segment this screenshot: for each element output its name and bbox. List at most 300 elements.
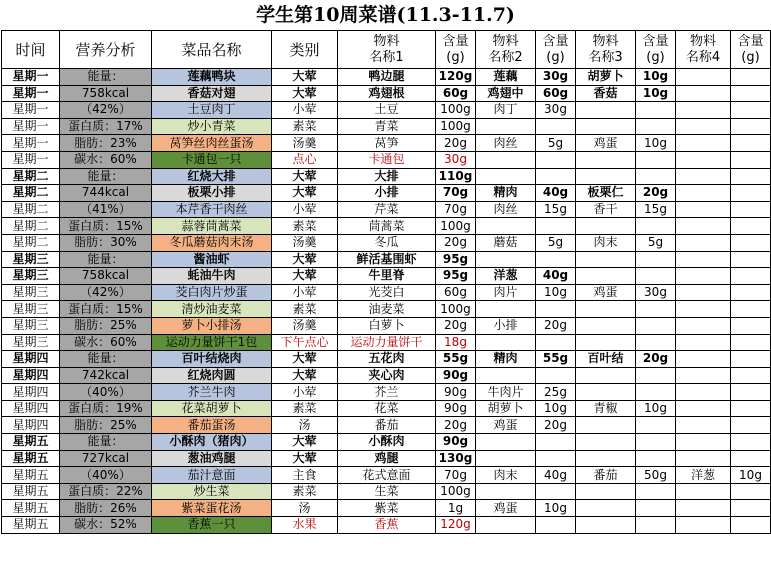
amount-2-cell xyxy=(536,450,576,467)
table-row xyxy=(2,284,771,301)
material-4-cell xyxy=(676,151,731,168)
day-cell: 星期五 xyxy=(2,467,60,484)
day-cell: 星期一 xyxy=(2,135,60,152)
material-3-cell xyxy=(576,317,636,334)
dish-name-cell: 红烧大排 xyxy=(152,168,272,185)
material-3-cell xyxy=(576,517,636,534)
header-material-3: 物料 名称3 xyxy=(576,31,636,69)
menu-table-body xyxy=(2,31,771,534)
material-3-cell xyxy=(576,417,636,434)
amount-3-cell xyxy=(636,317,676,334)
material-1-cell: 冬瓜 xyxy=(338,234,436,251)
amount-1-cell: 60g xyxy=(436,284,476,301)
table-row xyxy=(2,467,771,484)
material-1-cell: 香蕉 xyxy=(338,517,436,534)
amount-2-cell xyxy=(536,301,576,318)
table-row xyxy=(2,151,771,168)
amount-2-cell: 30g xyxy=(536,69,576,86)
material-4-cell xyxy=(676,384,731,401)
material-3-cell xyxy=(576,118,636,135)
amount-2-cell xyxy=(536,434,576,451)
material-4-cell xyxy=(676,135,731,152)
amount-1-cell: 20g xyxy=(436,317,476,334)
day-cell: 星期四 xyxy=(2,367,60,384)
material-2-cell: 小排 xyxy=(476,317,536,334)
material-1-cell: 花式意面 xyxy=(338,467,436,484)
category-cell: 大荤 xyxy=(272,367,338,384)
category-cell: 小荤 xyxy=(272,102,338,119)
category-cell: 下午点心 xyxy=(272,334,338,351)
dish-name-cell: 百叶结烧肉 xyxy=(152,351,272,368)
material-1-cell: 青菜 xyxy=(338,118,436,135)
day-cell: 星期五 xyxy=(2,450,60,467)
material-2-cell: 莲藕 xyxy=(476,69,536,86)
category-cell: 大荤 xyxy=(272,450,338,467)
amount-3-cell: 5g xyxy=(636,234,676,251)
amount-2-cell xyxy=(536,483,576,500)
dish-name-cell: 本芹香干肉丝 xyxy=(152,201,272,218)
amount-3-cell: 30g xyxy=(636,284,676,301)
page-title: 学生第10周菜谱(11.3-11.7) xyxy=(256,4,515,26)
material-3-cell xyxy=(576,251,636,268)
material-4-cell xyxy=(676,500,731,517)
nutrition-cell: 蛋白质：15% xyxy=(60,301,152,318)
amount-2-cell: 10g xyxy=(536,400,576,417)
table-row xyxy=(2,234,771,251)
amount-1-cell: 100g xyxy=(436,301,476,318)
day-cell: 星期二 xyxy=(2,234,60,251)
table-row xyxy=(2,417,771,434)
day-cell: 星期三 xyxy=(2,301,60,318)
dish-name-cell: 运动力量饼干1包 xyxy=(152,334,272,351)
table-row xyxy=(2,135,771,152)
nutrition-cell: 能量： xyxy=(60,168,152,185)
material-2-cell xyxy=(476,301,536,318)
table-row xyxy=(2,334,771,351)
amount-1-cell: 130g xyxy=(436,450,476,467)
amount-3-cell xyxy=(636,384,676,401)
amount-1-cell: 100g xyxy=(436,102,476,119)
material-3-cell xyxy=(576,151,636,168)
amount-2-cell xyxy=(536,517,576,534)
material-3-cell: 香干 xyxy=(576,201,636,218)
table-row xyxy=(2,168,771,185)
amount-1-cell: 30g xyxy=(436,151,476,168)
amount-3-cell xyxy=(636,367,676,384)
material-2-cell: 鸡蛋 xyxy=(476,500,536,517)
table-row xyxy=(2,483,771,500)
amount-1-cell: 20g xyxy=(436,135,476,152)
nutrition-cell: 能量： xyxy=(60,69,152,86)
material-1-cell: 生菜 xyxy=(338,483,436,500)
table-row xyxy=(2,69,771,86)
amount-1-cell: 100g xyxy=(436,218,476,235)
material-2-cell: 蘑菇 xyxy=(476,234,536,251)
nutrition-cell: 蛋白质：22% xyxy=(60,483,152,500)
amount-1-cell: 1g xyxy=(436,500,476,517)
table-row xyxy=(2,367,771,384)
amount-4-cell xyxy=(731,500,771,517)
category-cell: 大荤 xyxy=(272,69,338,86)
day-cell: 星期四 xyxy=(2,351,60,368)
header-amount-1: 含量 (g) xyxy=(436,31,476,69)
material-1-cell: 芹菜 xyxy=(338,201,436,218)
day-cell: 星期二 xyxy=(2,168,60,185)
material-4-cell xyxy=(676,317,731,334)
material-2-cell: 胡萝卜 xyxy=(476,400,536,417)
nutrition-cell: 碳水：52% xyxy=(60,517,152,534)
amount-4-cell xyxy=(731,434,771,451)
material-2-cell: 精肉 xyxy=(476,351,536,368)
amount-2-cell xyxy=(536,367,576,384)
amount-2-cell: 15g xyxy=(536,201,576,218)
nutrition-cell: 能量： xyxy=(60,434,152,451)
amount-1-cell: 20g xyxy=(436,417,476,434)
material-3-cell: 板栗仁 xyxy=(576,185,636,202)
material-1-cell: 番茄 xyxy=(338,417,436,434)
day-cell: 星期一 xyxy=(2,102,60,119)
material-4-cell: 洋葱 xyxy=(676,467,731,484)
category-cell: 小荤 xyxy=(272,284,338,301)
amount-4-cell xyxy=(731,400,771,417)
day-cell: 星期二 xyxy=(2,218,60,235)
material-4-cell xyxy=(676,517,731,534)
material-4-cell xyxy=(676,118,731,135)
amount-3-cell xyxy=(636,118,676,135)
material-3-cell xyxy=(576,268,636,285)
amount-3-cell xyxy=(636,483,676,500)
material-2-cell: 鸡蛋 xyxy=(476,417,536,434)
category-cell: 大荤 xyxy=(272,251,338,268)
amount-4-cell xyxy=(731,268,771,285)
header-material-4: 物料 名称4 xyxy=(676,31,731,69)
dish-name-cell: 土豆肉丁 xyxy=(152,102,272,119)
day-cell: 星期三 xyxy=(2,334,60,351)
material-1-cell: 牛里脊 xyxy=(338,268,436,285)
amount-1-cell: 18g xyxy=(436,334,476,351)
amount-2-cell xyxy=(536,218,576,235)
day-cell: 星期五 xyxy=(2,434,60,451)
material-1-cell: 土豆 xyxy=(338,102,436,119)
amount-4-cell xyxy=(731,367,771,384)
table-row xyxy=(2,517,771,534)
amount-2-cell: 55g xyxy=(536,351,576,368)
material-1-cell: 大排 xyxy=(338,168,436,185)
material-3-cell: 鸡蛋 xyxy=(576,135,636,152)
amount-2-cell: 5g xyxy=(536,234,576,251)
nutrition-cell: 能量： xyxy=(60,251,152,268)
material-1-cell: 白萝卜 xyxy=(338,317,436,334)
nutrition-cell: 727kcal xyxy=(60,450,152,467)
material-2-cell: 精肉 xyxy=(476,185,536,202)
amount-4-cell xyxy=(731,483,771,500)
category-cell: 素菜 xyxy=(272,301,338,318)
category-cell: 大荤 xyxy=(272,185,338,202)
material-4-cell xyxy=(676,234,731,251)
dish-name-cell: 冬瓜蘑菇肉末汤 xyxy=(152,234,272,251)
nutrition-cell: （42%） xyxy=(60,284,152,301)
material-3-cell xyxy=(576,483,636,500)
amount-2-cell: 40g xyxy=(536,185,576,202)
material-2-cell: 鸡翅中 xyxy=(476,85,536,102)
dish-name-cell: 蒜蓉茼蒿菜 xyxy=(152,218,272,235)
amount-1-cell: 95g xyxy=(436,251,476,268)
amount-4-cell xyxy=(731,351,771,368)
amount-4-cell xyxy=(731,118,771,135)
material-2-cell: 肉丁 xyxy=(476,102,536,119)
material-3-cell: 番茄 xyxy=(576,467,636,484)
material-2-cell xyxy=(476,450,536,467)
amount-4-cell xyxy=(731,334,771,351)
dish-name-cell: 板栗小排 xyxy=(152,185,272,202)
day-cell: 星期三 xyxy=(2,251,60,268)
header-material-2: 物料 名称2 xyxy=(476,31,536,69)
amount-4-cell xyxy=(731,234,771,251)
table-row xyxy=(2,218,771,235)
material-3-cell xyxy=(576,334,636,351)
material-1-cell: 莴笋 xyxy=(338,135,436,152)
material-4-cell xyxy=(676,85,731,102)
material-4-cell xyxy=(676,301,731,318)
amount-1-cell: 20g xyxy=(436,234,476,251)
dish-name-cell: 芥兰牛肉 xyxy=(152,384,272,401)
amount-4-cell xyxy=(731,218,771,235)
dish-name-cell: 花菜胡萝卜 xyxy=(152,400,272,417)
amount-2-cell xyxy=(536,151,576,168)
nutrition-cell: 758kcal xyxy=(60,85,152,102)
nutrition-cell: （40%） xyxy=(60,467,152,484)
dish-name-cell: 萝卜小排汤 xyxy=(152,317,272,334)
material-4-cell xyxy=(676,102,731,119)
amount-3-cell xyxy=(636,268,676,285)
amount-3-cell: 20g xyxy=(636,185,676,202)
material-1-cell: 鸡翅根 xyxy=(338,85,436,102)
day-cell: 星期三 xyxy=(2,284,60,301)
material-3-cell: 香菇 xyxy=(576,85,636,102)
category-cell: 素菜 xyxy=(272,400,338,417)
amount-2-cell: 10g xyxy=(536,500,576,517)
amount-1-cell: 95g xyxy=(436,268,476,285)
dish-name-cell: 酱油虾 xyxy=(152,251,272,268)
dish-name-cell: 炒小青菜 xyxy=(152,118,272,135)
category-cell: 水果 xyxy=(272,517,338,534)
material-1-cell: 鲜活基围虾 xyxy=(338,251,436,268)
amount-2-cell: 20g xyxy=(536,417,576,434)
day-cell: 星期三 xyxy=(2,317,60,334)
material-2-cell xyxy=(476,151,536,168)
amount-2-cell xyxy=(536,334,576,351)
category-cell: 素菜 xyxy=(272,118,338,135)
material-1-cell: 五花肉 xyxy=(338,351,436,368)
material-3-cell: 鸡蛋 xyxy=(576,284,636,301)
dish-name-cell: 莲藕鸭块 xyxy=(152,69,272,86)
dish-name-cell: 小酥肉（猪肉） xyxy=(152,434,272,451)
dish-name-cell: 香菇对翅 xyxy=(152,85,272,102)
nutrition-cell: 脂肪：26% xyxy=(60,500,152,517)
amount-3-cell: 10g xyxy=(636,69,676,86)
material-2-cell xyxy=(476,168,536,185)
material-3-cell xyxy=(576,218,636,235)
material-2-cell xyxy=(476,118,536,135)
table-row xyxy=(2,351,771,368)
dish-name-cell: 茄汁意面 xyxy=(152,467,272,484)
amount-2-cell xyxy=(536,118,576,135)
nutrition-cell: （40%） xyxy=(60,384,152,401)
day-cell: 星期一 xyxy=(2,85,60,102)
category-cell: 小荤 xyxy=(272,384,338,401)
category-cell: 素菜 xyxy=(272,218,338,235)
material-4-cell xyxy=(676,268,731,285)
dish-name-cell: 茭白肉片炒蛋 xyxy=(152,284,272,301)
material-2-cell xyxy=(476,218,536,235)
table-header-row xyxy=(2,31,771,69)
material-3-cell: 青椒 xyxy=(576,400,636,417)
dish-name-cell: 卡通包一只 xyxy=(152,151,272,168)
day-cell: 星期二 xyxy=(2,201,60,218)
amount-1-cell: 100g xyxy=(436,118,476,135)
material-4-cell xyxy=(676,400,731,417)
amount-2-cell: 40g xyxy=(536,467,576,484)
amount-1-cell: 100g xyxy=(436,483,476,500)
day-cell: 星期四 xyxy=(2,417,60,434)
nutrition-cell: 脂肪：25% xyxy=(60,417,152,434)
header-amount-2: 含量 (g) xyxy=(536,31,576,69)
amount-1-cell: 110g xyxy=(436,168,476,185)
amount-2-cell xyxy=(536,251,576,268)
amount-4-cell xyxy=(731,450,771,467)
day-cell: 星期三 xyxy=(2,268,60,285)
amount-2-cell: 30g xyxy=(536,102,576,119)
table-row xyxy=(2,118,771,135)
day-cell: 星期一 xyxy=(2,118,60,135)
amount-3-cell: 15g xyxy=(636,201,676,218)
material-1-cell: 紫菜 xyxy=(338,500,436,517)
nutrition-cell: 脂肪：23% xyxy=(60,135,152,152)
day-cell: 星期五 xyxy=(2,483,60,500)
table-row xyxy=(2,251,771,268)
nutrition-cell: 脂肪：30% xyxy=(60,234,152,251)
amount-3-cell xyxy=(636,434,676,451)
material-4-cell xyxy=(676,367,731,384)
material-1-cell: 小酥肉 xyxy=(338,434,436,451)
table-row xyxy=(2,301,771,318)
material-1-cell: 芥兰 xyxy=(338,384,436,401)
amount-3-cell: 10g xyxy=(636,135,676,152)
material-2-cell: 肉片 xyxy=(476,284,536,301)
material-1-cell: 鸡腿 xyxy=(338,450,436,467)
table-row xyxy=(2,268,771,285)
amount-4-cell xyxy=(731,151,771,168)
amount-3-cell xyxy=(636,301,676,318)
material-1-cell: 卡通包 xyxy=(338,151,436,168)
table-row xyxy=(2,185,771,202)
material-1-cell: 鸭边腿 xyxy=(338,69,436,86)
header-dish: 菜品名称 xyxy=(152,31,272,69)
day-cell: 星期五 xyxy=(2,517,60,534)
material-4-cell xyxy=(676,185,731,202)
material-3-cell xyxy=(576,102,636,119)
day-cell: 星期一 xyxy=(2,151,60,168)
amount-2-cell xyxy=(536,168,576,185)
material-2-cell: 洋葱 xyxy=(476,268,536,285)
amount-4-cell xyxy=(731,69,771,86)
amount-4-cell xyxy=(731,185,771,202)
amount-4-cell xyxy=(731,102,771,119)
table-row xyxy=(2,434,771,451)
amount-4-cell: 10g xyxy=(731,467,771,484)
amount-2-cell: 25g xyxy=(536,384,576,401)
category-cell: 汤羹 xyxy=(272,234,338,251)
material-2-cell: 肉丝 xyxy=(476,135,536,152)
dish-name-cell: 香蕉一只 xyxy=(152,517,272,534)
amount-4-cell xyxy=(731,317,771,334)
nutrition-cell: 742kcal xyxy=(60,367,152,384)
amount-3-cell: 50g xyxy=(636,467,676,484)
day-cell: 星期四 xyxy=(2,400,60,417)
category-cell: 大荤 xyxy=(272,168,338,185)
header-nutrition: 营养分析 xyxy=(60,31,152,69)
amount-2-cell: 60g xyxy=(536,85,576,102)
dish-name-cell: 红烧肉圆 xyxy=(152,367,272,384)
material-3-cell xyxy=(576,301,636,318)
material-1-cell: 光茭白 xyxy=(338,284,436,301)
material-2-cell xyxy=(476,483,536,500)
material-4-cell xyxy=(676,483,731,500)
amount-2-cell: 20g xyxy=(536,317,576,334)
amount-4-cell xyxy=(731,301,771,318)
material-4-cell xyxy=(676,417,731,434)
amount-1-cell: 90g xyxy=(436,384,476,401)
nutrition-cell: 碳水：60% xyxy=(60,334,152,351)
material-4-cell xyxy=(676,201,731,218)
amount-3-cell: 10g xyxy=(636,85,676,102)
material-2-cell: 肉末 xyxy=(476,467,536,484)
category-cell: 点心 xyxy=(272,151,338,168)
dish-name-cell: 葱油鸡腿 xyxy=(152,450,272,467)
amount-1-cell: 60g xyxy=(436,85,476,102)
amount-1-cell: 55g xyxy=(436,351,476,368)
category-cell: 汤羹 xyxy=(272,135,338,152)
material-3-cell: 百叶结 xyxy=(576,351,636,368)
header-amount-3: 含量 (g) xyxy=(636,31,676,69)
amount-3-cell xyxy=(636,102,676,119)
table-row xyxy=(2,500,771,517)
material-2-cell: 肉丝 xyxy=(476,201,536,218)
material-4-cell xyxy=(676,450,731,467)
amount-3-cell xyxy=(636,500,676,517)
nutrition-cell: 蛋白质：19% xyxy=(60,400,152,417)
material-4-cell xyxy=(676,251,731,268)
table-row xyxy=(2,317,771,334)
dish-name-cell: 炒生菜 xyxy=(152,483,272,500)
dish-name-cell: 莴笋丝肉丝蛋汤 xyxy=(152,135,272,152)
amount-3-cell xyxy=(636,517,676,534)
table-row xyxy=(2,400,771,417)
category-cell: 主食 xyxy=(272,467,338,484)
dish-name-cell: 清炒油麦菜 xyxy=(152,301,272,318)
material-2-cell xyxy=(476,434,536,451)
amount-1-cell: 70g xyxy=(436,467,476,484)
day-cell: 星期五 xyxy=(2,500,60,517)
material-4-cell xyxy=(676,168,731,185)
material-3-cell xyxy=(576,450,636,467)
dish-name-cell: 紫菜蛋花汤 xyxy=(152,500,272,517)
material-1-cell: 小排 xyxy=(338,185,436,202)
amount-2-cell: 40g xyxy=(536,268,576,285)
amount-2-cell: 10g xyxy=(536,284,576,301)
material-4-cell xyxy=(676,218,731,235)
day-cell: 星期四 xyxy=(2,384,60,401)
